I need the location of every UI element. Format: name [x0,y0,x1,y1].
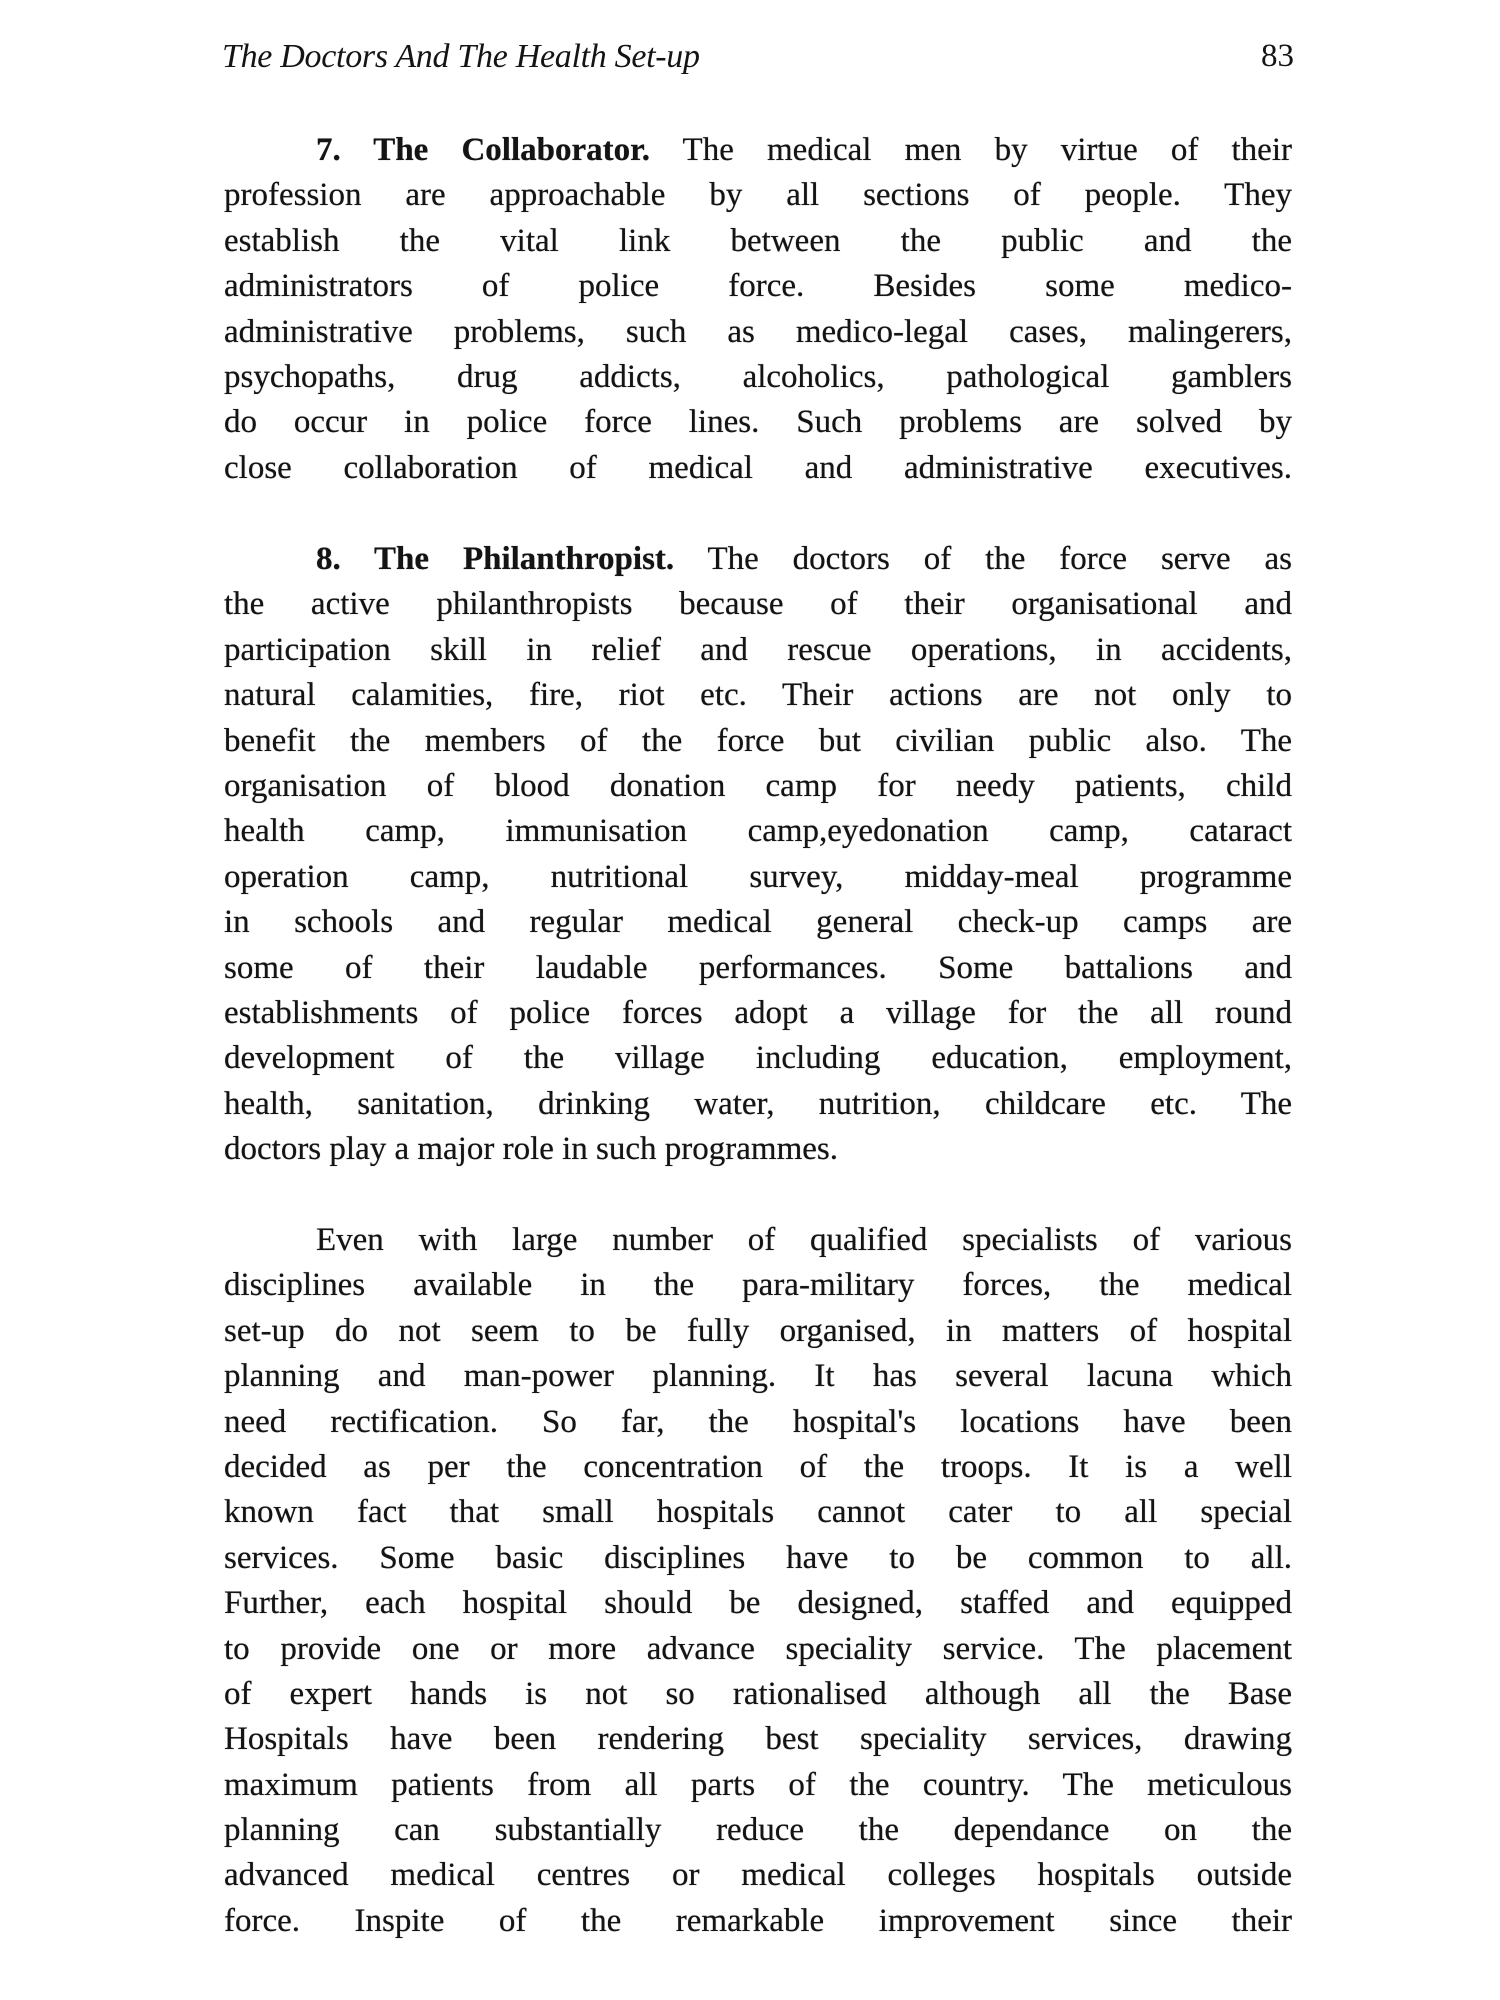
line-text: the active philanthropists because of their organisational and [224,586,1292,623]
line-text: do occur in police force lines. Such problems are solved by [224,404,1292,441]
line-text: benefit the members of the force but civilian public also. The [224,722,1292,759]
line-text: planning and man-power planning. It has several lacuna which [224,1358,1292,1395]
line-text: organisation of blood donation camp for needy patients, child [224,767,1292,804]
text-line [224,264,1292,309]
text-line [224,1717,1292,1762]
text-line [224,173,1292,218]
line-text: Hospitals have been rendering best speciality services, drawing [224,1721,1292,1758]
text-line [224,1581,1292,1626]
text-line [224,946,1292,991]
text-line [224,855,1292,900]
line-text: maximum patients from all parts of the country. The meticulous [224,1766,1292,1803]
line-text: in schools and regular medical general check-up camps are [224,904,1292,941]
text-line [224,1082,1292,1127]
text-line [224,537,1292,582]
line-text: administrators of police force. Besides some medico- [224,268,1292,305]
line-text: health camp, immunisation camp,eyedonation camp, cataract [224,813,1292,850]
running-header [222,38,1294,88]
line-text: planning can substantially reduce the dependance on the [224,1812,1292,1849]
text-line [224,1853,1292,1898]
text-line [224,219,1292,264]
text-line [224,1763,1292,1808]
line-text: profession are approachable by all sections of people. They [224,177,1292,214]
line-text: to provide one or more advance speciality service. The placement [224,1630,1292,1667]
text-line [224,900,1292,945]
paragraph-collaborator [224,128,1292,491]
line-text: disciplines available in the para-military forces, the medical [224,1267,1292,1304]
text-line [224,809,1292,854]
line-text: need rectification. So far, the hospital's locations have been [224,1403,1292,1440]
line-text: decided as per the concentration of the troops. It is a well [224,1448,1292,1485]
text-line [224,1445,1292,1490]
text-line [224,128,1292,173]
text-line [224,310,1292,355]
text-line [224,355,1292,400]
line-text: force. Inspite of the remarkable improvement since their [224,1902,1292,1939]
text-line [224,582,1292,627]
line-text: of expert hands is not so rationalised although all the Base [224,1675,1292,1712]
line-text: establishments of police forces adopt a village for the all round [224,994,1292,1031]
text-line [224,400,1292,445]
line-text: psychopaths, drug addicts, alcoholics, pathological gamblers [224,358,1292,395]
text-line [224,628,1292,673]
line-text: health, sanitation, drinking water, nutrition, childcare etc. The [224,1085,1292,1122]
line-text: close collaboration of medical and administrative executives. [224,449,1292,486]
line-text: known fact that small hospitals cannot cater to all special [224,1494,1292,1531]
line-text: advanced medical centres or medical colleges hospitals outside [224,1857,1292,1894]
text-line [224,1627,1292,1672]
line-text: operation camp, nutritional survey, midday-meal programme [224,858,1292,895]
line-text: participation skill in relief and rescue operations, in accidents, [224,631,1292,668]
text-line [224,1400,1292,1445]
text-line [224,1309,1292,1354]
text-line [224,1808,1292,1853]
text-line [224,1672,1292,1717]
text-line [224,1354,1292,1399]
page-number: 83 [1261,38,1294,74]
section-heading: 8. The Philanthropist. [316,541,675,577]
line-text: some of their laudable performances. Some battalions and [224,949,1292,986]
text-line [224,1218,1292,1263]
line-text: natural calamities, fire, riot etc. Their actions are not only to [224,677,1292,714]
line-text: The medical men by virtue of their [650,132,1292,168]
line-text: doctors play a major role in such programmes. [224,1131,838,1168]
paragraph-philanthropist [224,537,1292,1172]
paragraph-medical-setup [224,1218,1292,1944]
text-line [224,1127,1292,1172]
text-line [224,673,1292,718]
line-text: development of the village including education, employment, [224,1040,1292,1077]
line-text: administrative problems, such as medico-legal cases, malingerers, [224,313,1292,350]
line-text: establish the vital link between the public and the [224,222,1292,259]
text-line [224,1536,1292,1581]
text-line [224,991,1292,1036]
line-text: The doctors of the force serve as [674,541,1292,577]
text-line [224,1036,1292,1081]
text-line [224,446,1292,491]
line-text: services. Some basic disciplines have to be common to all. [224,1539,1292,1576]
running-title: The Doctors And The Health Set-up [222,38,700,75]
text-line [224,1263,1292,1308]
section-heading: 7. The Collaborator. [316,132,650,168]
text-line [224,1490,1292,1535]
line-text: set-up do not seem to be fully organised, in matters of hospital [224,1312,1292,1349]
text-line [224,719,1292,764]
line-text: Further, each hospital should be designed, staffed and equipped [224,1585,1292,1622]
text-line [224,1899,1292,1944]
text-line [224,764,1292,809]
line-text: Even with large number of qualified specialists of various [316,1222,1292,1258]
